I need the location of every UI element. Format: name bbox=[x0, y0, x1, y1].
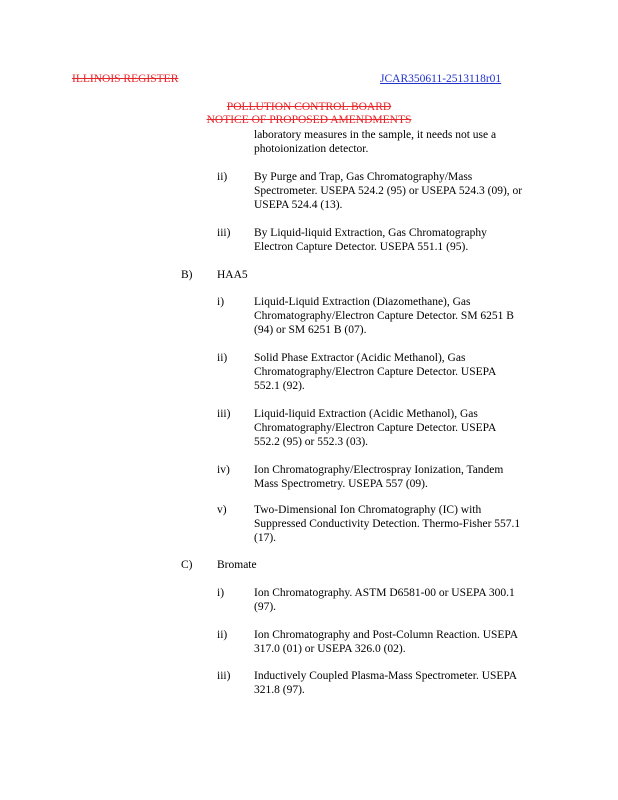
item-text-line: (94) or SM 6251 B (07). bbox=[254, 324, 367, 336]
item-text-line: Ion Chromatography and Post-Column Reaction. USEPA bbox=[254, 629, 519, 641]
item-text-line: Solid Phase Extractor (Acidic Methanol), Gas bbox=[254, 352, 466, 364]
item-text-line: 552.1 (92). bbox=[254, 380, 305, 392]
item-text-line: 552.2 (95) or 552.3 (03). bbox=[254, 436, 369, 448]
item-text-line: Electron Capture Detector. USEPA 551.1 (95). bbox=[254, 241, 469, 253]
item-number: iii) bbox=[217, 408, 231, 420]
section-label: C) bbox=[181, 559, 193, 571]
item-text-line: Ion Chromatography. ASTM D6581-00 or USEPA 300.1 bbox=[254, 587, 515, 599]
item-text-line: Liquid-liquid Extraction (Acidic Methanol), Gas bbox=[254, 408, 478, 420]
item-number: iv) bbox=[217, 464, 230, 476]
item-text-line: (17). bbox=[254, 532, 277, 544]
item-number: iii) bbox=[217, 670, 231, 682]
item-text-line: 321.8 (97). bbox=[254, 684, 305, 696]
item-text-line: Ion Chromatography/Electrospray Ionization, Tandem bbox=[254, 464, 504, 476]
item-text-line: Liquid-Liquid Extraction (Diazomethane), Gas bbox=[254, 296, 471, 308]
section-title: HAA5 bbox=[217, 269, 248, 281]
item-text-line: 317.0 (01) or USEPA 326.0 (02). bbox=[254, 643, 406, 655]
item-text-line: By Purge and Trap, Gas Chromatography/Mass bbox=[254, 171, 473, 183]
item-number: iii) bbox=[217, 227, 231, 239]
register-header: ILLINOIS REGISTER bbox=[72, 73, 179, 85]
item-text-line: Suppressed Conductivity Detection. Thermo-Fisher 557.1 bbox=[254, 518, 521, 530]
item-text-line: Spectrometer. USEPA 524.2 (95) or USEPA 524.3 (09), or bbox=[254, 185, 523, 197]
intro-line: photoionization detector. bbox=[254, 143, 369, 155]
item-text-line: Mass Spectrometry. USEPA 557 (09). bbox=[254, 478, 428, 490]
item-text-line: Chromatography/Electron Capture Detector. USEPA bbox=[254, 366, 497, 378]
jcar-document-id: JCAR350611-2513118r01 bbox=[380, 73, 502, 85]
section-title: Bromate bbox=[217, 559, 257, 571]
board-name-heading: POLLUTION CONTROL BOARD bbox=[226, 101, 392, 113]
item-text-line: Chromatography/Electron Capture Detector. SM 6251 B bbox=[254, 310, 514, 322]
item-number: ii) bbox=[217, 171, 228, 183]
item-number: ii) bbox=[217, 352, 228, 364]
item-number: i) bbox=[217, 587, 225, 599]
item-number: i) bbox=[217, 296, 225, 308]
item-text-line: Inductively Coupled Plasma-Mass Spectrometer. USEPA bbox=[254, 670, 518, 682]
section-label: B) bbox=[181, 269, 193, 281]
item-text-line: (97). bbox=[254, 601, 277, 613]
item-number: ii) bbox=[217, 629, 228, 641]
item-number: v) bbox=[217, 504, 227, 516]
item-text-line: USEPA 524.4 (13). bbox=[254, 199, 343, 211]
notice-heading: NOTICE OF PROPOSED AMENDMENTS bbox=[206, 114, 412, 126]
item-text-line: Two-Dimensional Ion Chromatography (IC) with bbox=[254, 504, 482, 516]
item-text-line: By Liquid-liquid Extraction, Gas Chromatography bbox=[254, 227, 487, 239]
item-text-line: Chromatography/Electron Capture Detector. USEPA bbox=[254, 422, 497, 434]
intro-line: laboratory measures in the sample, it needs not use a bbox=[254, 129, 497, 141]
